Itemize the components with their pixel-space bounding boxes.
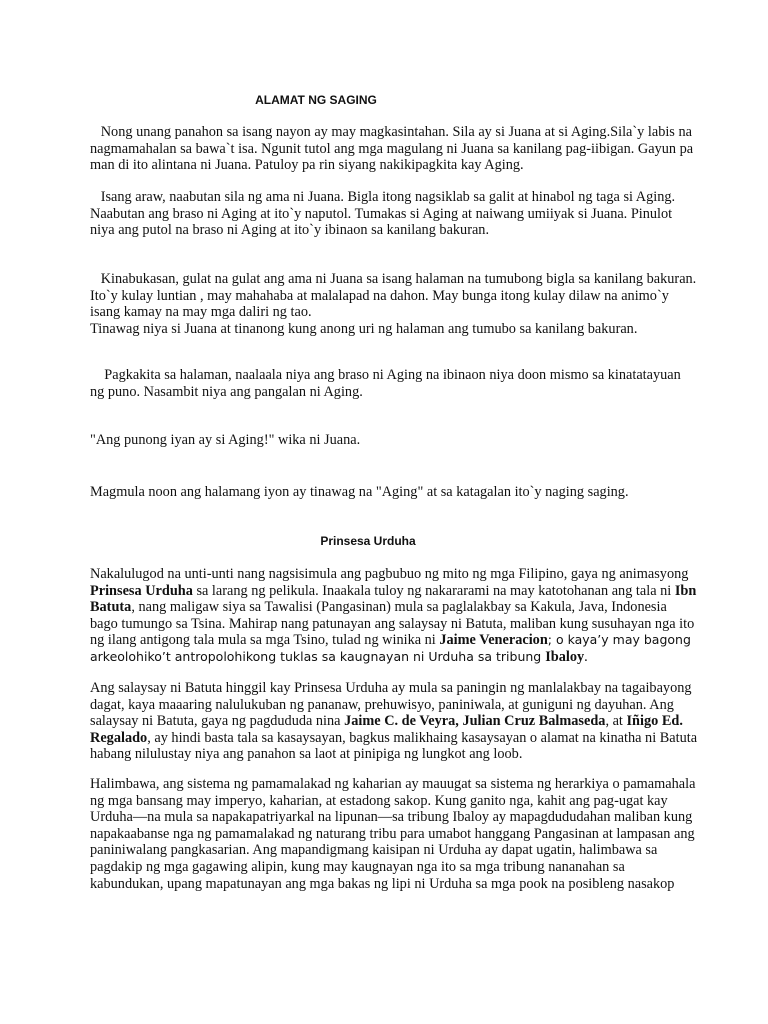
bold-term: Jaime C. de Veyra, Julian Cruz Balmaseda — [344, 713, 606, 730]
text-line: Ito`y kulay luntian , may mahahaba at malalapad na dahon. May bunga itong kulay dilaw na animo`y — [90, 287, 669, 304]
text-line: Tinawag niya si Juana at tinanong kung anong uri ng halaman ang tumubo sa kanilang bakuran. — [90, 320, 638, 337]
legend-quote — [90, 432, 690, 449]
bold-term: Iñigo Ed. — [626, 713, 683, 730]
text-line: ng puno. Nasambit niya ang pangalan ni Aging. — [90, 383, 363, 400]
text-line: dagat, kaya maaaring nalulukuban ng pananaw, prehuwisyo, paniniwala, at guniguni ng dayuhan. Ang — [90, 696, 674, 713]
legend-paragraph-2 — [90, 189, 690, 239]
essay-paragraph-1 — [90, 566, 697, 666]
bold-term: Ibn — [674, 582, 697, 599]
legend-paragraph-4 — [90, 367, 690, 400]
text-line: arkeolohiko’t antropolohikong tuklas sa kaugnayan ni Urduha sa tribung Ibaloy. — [90, 648, 588, 665]
text-line: "Ang punong iyan ay si Aging!" wika ni Juana. — [90, 432, 361, 448]
legend-paragraph-3 — [90, 271, 697, 337]
legend-title: ALAMAT NG SAGING — [255, 93, 377, 107]
text-line: Batuta, nang maligaw siya sa Tawalisi (Pangasinan) mula sa paglalakbay sa Kakula, Java, Indonesia — [90, 599, 667, 616]
text-line: Nong unang panahon sa isang nayon ay may magkasintahan. Sila ay si Juana at si Aging.Sila`y labis na — [90, 124, 692, 140]
text-line: man di ito alintana ni Juana. Patuloy pa rin siyang nakikipagkita kay Aging. — [90, 157, 524, 174]
text-line: Naabutan ang braso ni Aging at ito`y naputol. Tumakas si Aging at naiwang umiiyak si Juana. Pinulot — [90, 205, 673, 222]
text-line: Isang araw, naabutan sila ng ama ni Juana. Bigla itong nagsiklab sa galit at hinabol ng taga si Aging. — [90, 189, 676, 205]
text-line: isang kamay na may mga daliri ng tao. — [90, 304, 312, 321]
text-line: salaysay ni Batuta, gaya ng pagdududa nina Jaime C. de Veyra, Julian Cruz Balmaseda, at Iñigo Ed. — [90, 713, 683, 730]
text-line: napakaabanse nga ng pamamalakad ng naturang tribu para umabot hanggang Pangasinan at lampasan ang — [90, 825, 695, 842]
text-line: ng mga bansang may imperyo, kaharian, at estadong sakop. Kung ganito nga, kahit ang pag-ugat kay — [90, 792, 668, 809]
text-line: Kinabukasan, gulat na gulat ang ama ni Juana sa isang halaman na tumubong bigla sa kanilang bakuran. — [90, 271, 697, 287]
text-line: Nakalulugod na unti-unti nang nagsisimula ang pagbubuo ng mito ng mga Filipino, gaya ng animasyong — [90, 566, 689, 582]
text-line: Magmula noon ang halamang iyon ay tinawag na "Aging" at sa katagalan ito`y naging saging. — [90, 484, 629, 500]
text-line: habang nilulustay niya ang panahon sa laot at pinipiga ng lungkot ang loob. — [90, 746, 523, 763]
text-line: paniniwalang pangkasarian. Ang mapandigmang kaisipan ni Urduha ay dapat ugatin, halimbawa sa — [90, 842, 658, 859]
text-line: Prinsesa Urduha sa larang ng pelikula. Inaakala tuloy ng nakararami na may katotohanan ang tala ni Ibn — [90, 582, 697, 599]
bold-term: Batuta — [90, 599, 132, 616]
legend-paragraph-1 — [90, 124, 694, 174]
text-line: kabundukan, upang mapatunayan ang mga bakas ng lipi ni Urduha sa mga pook na posibleng nasakop — [90, 875, 675, 892]
bold-term: Prinsesa Urduha — [90, 582, 193, 599]
text-line: Ang salaysay ni Batuta hinggil kay Prinsesa Urduha ay mula sa paningin ng manlalakbay na tagaibayong — [90, 680, 692, 696]
essay-paragraph-2 — [90, 680, 698, 763]
essay-title: Prinsesa Urduha — [320, 534, 416, 548]
essay-paragraph-3 — [90, 776, 696, 892]
text-line: Regalado, ay hindi basta tala sa kasaysayan, bagkus malikhaing kasaysayan o alamat na kinatha ni Batuta — [90, 729, 698, 746]
bold-term: Regalado — [90, 729, 148, 746]
text-line: ng ilang antigong tala mula sa mga Tsino, tulad ng winika ni Jaime Veneracion; o kaya’y may bagong — [90, 632, 691, 649]
text-line: Halimbawa, ang sistema ng pamamalakad ng kaharian ay mauugat sa sistema ng herarkiya o pamamahala — [90, 776, 696, 792]
bold-term: Ibaloy — [545, 648, 585, 665]
text-line: Pagkakita sa halaman, naalaala niya ang braso ni Aging na ibinaon niya doon mismo sa kinatatayuan — [90, 367, 681, 383]
text-line: niya ang putol na braso ni Aging at ito`y ibinaon sa kanilang bakuran. — [90, 222, 490, 239]
text-line: pagdakip ng mga gagawing alipin, kung may kaugnayan nga ito sa mga tribung nananahan sa — [90, 858, 625, 875]
text-line: Urduha—na mula sa napakapatriyarkal na lipunan—sa tribung Ibaloy ay mapagdududahan maliban kung — [90, 809, 693, 826]
text-line: bago tumungo sa Tsina. Mahirap nang patunayan ang salaysay ni Batuta, maliban kung susuhayan nga ito — [90, 615, 695, 632]
bold-term: Jaime Veneracion — [439, 632, 548, 649]
legend-ending — [90, 484, 690, 501]
text-line: nagmamahalan sa bawa`t isa. Ngunit tutol ang mga magulang ni Juana sa kanilang pag-iibigan. Gayun pa — [90, 140, 694, 157]
